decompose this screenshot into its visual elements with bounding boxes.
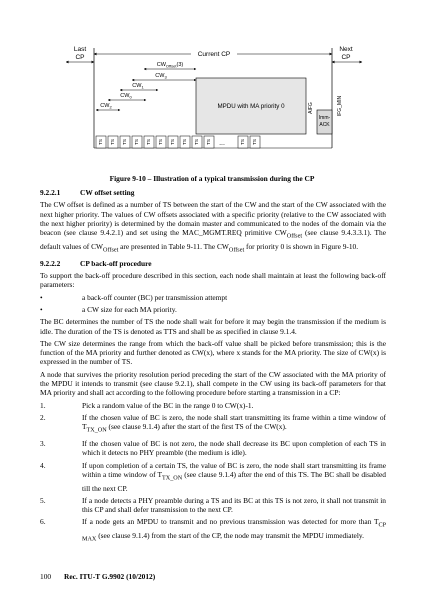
ts-label: TS	[110, 139, 116, 145]
ifg-min-label: IFG_MIN	[337, 95, 343, 117]
subscript: Offset	[103, 247, 119, 254]
ts-label: TS	[240, 139, 246, 145]
text-run: If a node gets an MPDU to transmit and no previous transmission was detected for more than T	[82, 517, 379, 527]
cw-offset-label: $CW_{Offset}(3)$	[156, 62, 184, 69]
bullet-text: a CW size for each MA priority.	[82, 304, 177, 314]
last-cp-label: Last	[73, 46, 87, 53]
section-title: CW offset setting	[80, 188, 135, 197]
ts-label: TS	[194, 139, 200, 145]
step-text	[82, 461, 386, 493]
bullet-text: a back-off counter (BC) per transmission attempt	[82, 292, 228, 302]
ts-label: TS	[134, 139, 140, 145]
aifg-label: AIFG	[308, 102, 314, 114]
text-run: for priority 0 is shown in Figure 9-10.	[244, 241, 359, 251]
text-run: If upon completion of a certain TS, the value of BC is zero, the node shall start transmitting its frame within a time window of T	[82, 460, 386, 479]
page-footer	[40, 572, 155, 581]
text-run: Pick a random value of the BC in the range 0 to CW(x)-1.	[82, 400, 254, 410]
ts-slot-row	[96, 136, 260, 148]
ts-label: TS	[252, 139, 258, 145]
cw2-label: $CW_2$	[100, 103, 112, 110]
document-body	[40, 187, 386, 548]
cw1-label: $CW_1$	[132, 83, 144, 90]
step-item	[40, 413, 386, 436]
step-text	[82, 413, 386, 436]
last-cp-label-2: CP	[75, 54, 85, 61]
step-text	[82, 401, 386, 410]
imm-ack-label-2: ACK	[319, 122, 330, 128]
text-run: are presented in Table 9-11. The CW	[118, 241, 229, 251]
cw3-label: $CW_3$	[155, 73, 167, 80]
section-number: 9.2.2.2	[40, 258, 61, 268]
ts-label: TS	[122, 139, 128, 145]
step-item	[40, 401, 386, 410]
text-run: (see clause 9.1.4) from the start of the CP, the node may transmit the MPDU immediately.	[96, 531, 364, 541]
cp-transmission-figure	[66, 40, 366, 172]
ts-label: TS	[146, 139, 152, 145]
step-text	[82, 496, 386, 515]
section-heading-backoff	[40, 259, 386, 268]
next-cp-label-2: CP	[341, 54, 351, 61]
paragraph-bc: The BC determines the number of TS the node shall wait for before it may begin the transmission if the medium is idle. The duration of the TS is denoted as TTS and shall be as specified in clause 9.1.4.	[40, 317, 386, 336]
bullet-item	[40, 305, 386, 314]
text-run: If the chosen value of BC is not zero, the node shall decrease its BC upon completion of each TS in which it detects no PHY preamble (the medium is idle).	[82, 438, 386, 458]
subscript: TX_ON	[162, 475, 183, 482]
ts-label: TS	[98, 139, 104, 145]
step-text	[82, 517, 386, 545]
step-number: 3.	[40, 438, 46, 448]
next-cp-label: Next	[339, 46, 353, 53]
cw0-label: $CW_0$	[120, 93, 132, 100]
subscript: CP MAX	[82, 522, 386, 543]
bullet-marker: •	[40, 292, 43, 302]
step-number: 6.	[40, 517, 46, 527]
text-run: If a node detects a PHY preamble during a TS and its BC at this TS is not zero, it shall not transmit in this CP and shall defer transmission to the next CP.	[82, 495, 386, 515]
ts-label: TS	[158, 139, 164, 145]
text-run: (see clause 9.1.4) after the start of the first TS of the CW(x).	[106, 422, 287, 432]
footer-reference: Rec. ITU-T G.9902 (10/2012)	[64, 572, 156, 581]
section-number: 9.2.2.1	[40, 188, 61, 197]
paragraph-cw-size: The CW size determines the range from which the back-off value shall be picked before transmission; this is the function of the MA priority and further denoted as CW(x), where x stands for the MA priority. The size of CW(x) is expressed in the number of TS.	[40, 338, 386, 367]
step-number: 5.	[40, 495, 46, 505]
step-number: 4.	[40, 460, 46, 470]
paragraph-procedure: A node that survives the priority resolution period preceding the start of the CW associated with the MA priority of the MPDU it intends to transmit (see clause 9.2.1), shall compete in the CW using its back-off parameters for that MA priority and shall act according to the following procedure before starting a transmission in a CP:	[40, 369, 386, 398]
text-run: (see clause 9.4.3.3.1). The default values of CW	[40, 228, 386, 251]
subscript: Offset	[286, 233, 303, 240]
step-number: 1.	[40, 400, 46, 410]
subscript: Offset	[228, 247, 245, 254]
step-number: 2.	[40, 412, 46, 422]
page-number: 100	[40, 572, 52, 581]
ts-ellipsis: ...	[219, 140, 225, 147]
step-text	[82, 439, 386, 458]
paragraph-cw-offset	[40, 200, 386, 255]
mpdu-label: MPDU with MA priority 0	[217, 103, 285, 110]
step-item	[40, 439, 386, 458]
bullet-marker: •	[40, 304, 43, 314]
section-heading-cw-offset	[40, 188, 386, 197]
ts-label: TS	[170, 139, 176, 145]
text-run: (see clause 9.1.4) after the end of this TS. The BC shall be disabled till the next CP.	[82, 469, 386, 493]
step-item	[40, 461, 386, 493]
text-run: The CW offset is defined as a number of TS between the start of the CW and the start of the CW associated with the next higher priority. The values of CW offsets associated with a specific priority (relative to the CW associated with the next higher priority) is determined by the domain master and communicated to the nodes of the domain via the beacon (see clause 9.4.2.1) and set using the MAC_MGMT.REQ primitive CW	[40, 200, 386, 238]
step-item	[40, 517, 386, 545]
text-run: If the chosen value of BC is zero, the node shall start transmitting its frame within a time window of T	[82, 412, 386, 432]
ts-label: TS	[206, 139, 212, 145]
paragraph-backoff-intro: To support the back-off procedure described in this section, each node shall maintain at least the following back-off parameters:	[40, 271, 386, 290]
figure-caption: Figure 9-10 – Illustration of a typical transmission during the CP	[109, 174, 315, 183]
step-item	[40, 496, 386, 515]
bullet-item	[40, 293, 386, 302]
imm-ack-label: Imm-	[318, 115, 331, 121]
current-cp-label: Current CP	[197, 51, 231, 58]
section-title: CP back-off procedure	[80, 258, 152, 268]
subscript: TX_ON	[86, 427, 107, 434]
ts-label: TS	[182, 139, 188, 145]
